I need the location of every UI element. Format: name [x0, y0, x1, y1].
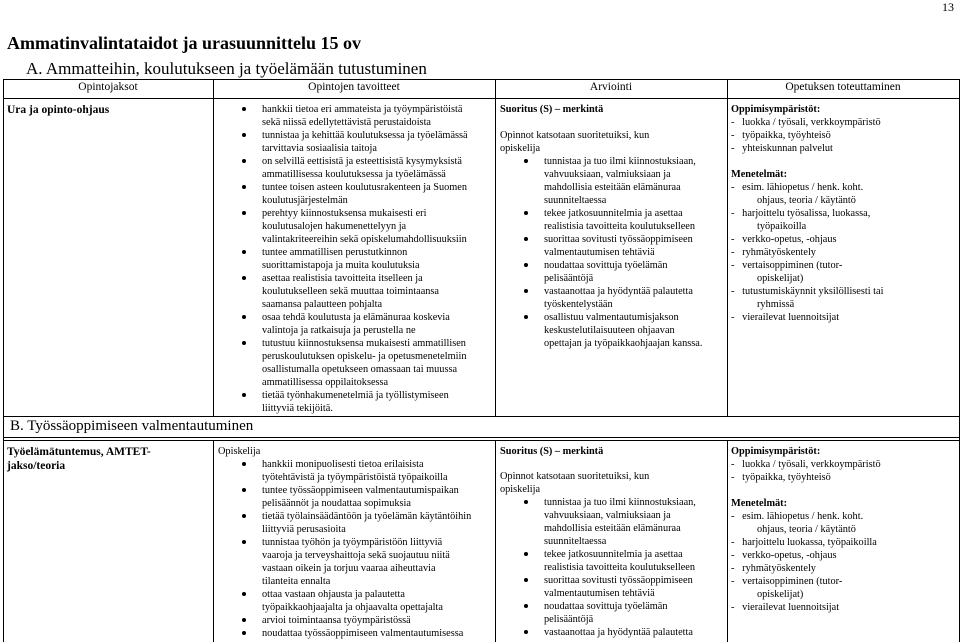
list-item: arvioi toimintaansa työympäristössä: [238, 614, 471, 627]
row2-course-name: Työelämätuntemus, AMTET- jakso/teoria: [7, 446, 151, 472]
list-item: tunnistaa ja tuo ilmi kiinnostuksiaan, vahvuuksiaan, valmiuksiaan ja mahdollisia esteitään elämänuraa suunniteltaessa: [520, 155, 702, 207]
list-item: tunnistaa työhön ja työympäristöön liittyviä vaaroja ja terveyshaittoja sekä suojautuu niitä vastaan oikein ja torjuu vaaraa aiheuttavia tilanteita ennalta: [238, 536, 471, 588]
header-bottom-rule: [3, 98, 960, 99]
header-opintojaksot: Opintojaksot: [78, 81, 138, 93]
list-item: tuntee työssäoppimiseen valmentautumispaikan pelisäännöt ja noudattaa sopimuksia: [238, 484, 471, 510]
row2-goals-list: [238, 458, 471, 640]
header-opetuksen-toteuttaminen: Opetuksen toteuttaminen: [785, 81, 901, 93]
list-item: asettaa realistisia tavoitteita itselleen ja koulutukselleen sekä muuttaa toimintaansa saamansa palautteen pohjalta: [238, 272, 468, 311]
row2-goals-intro: Opiskelija: [218, 446, 261, 457]
list-item: perehtyy kiinnostuksensa mukaisesti eri koulutusalojen hakumenettelyyn ja valintakriteereihin sekä opiskelumahdollisuuksiin: [238, 207, 468, 246]
methods-title: Menetelmät:: [731, 169, 788, 180]
col-divider-1: [213, 79, 214, 416]
row2-eval-list: [520, 496, 696, 639]
document-title: Ammatinvalintataidot ja urasuunnittelu 15 ov: [7, 33, 362, 53]
list-item: on selvillä eettisistä ja esteettisistä kysymyksistä ammatillisessa koulutuksessa ja työelämässä: [238, 155, 468, 181]
list-item: noudattaa työssäoppimiseen valmentautumisessa: [238, 627, 471, 640]
methods-title: Menetelmät:: [731, 498, 788, 509]
section-a-heading: A. Ammatteihin, koulutukseen ja työelämään tutustuminen: [26, 59, 427, 78]
row1-eval-intro: Opinnot katsotaan suoritetuiksi, kun opiskelija: [500, 130, 650, 154]
col-divider-2: [495, 79, 496, 416]
row1-implementation: Oppimisympäristöt: - luokka / työsali, verkkoympäristö - työpaikka, työyhteisö - yhteiskunnan palvelut Menetelmät: - esim. lähiopetus / henk. koht. ohjaus, teoria / käytäntö - harjoittelu työsalissa, luokassa, työpaikoilla - verkko-opetus, -ohjaus - ryhmätyöskentely - vertaisoppiminen (tutor- opiskelijat) - tutustumiskäynnit yksilöllisesti tai ryhmissä - vierailevat luennoitsijat: [731, 104, 884, 323]
list-item: suorittaa sovitusti työssäoppimiseen valmentautumisen tehtäviä: [520, 233, 702, 259]
list-item: tietää työnhakumenetelmiä ja työllistymiseen liittyviä tekijöitä.: [238, 389, 468, 415]
row2-eval-intro: Opinnot katsotaan suoritetuiksi, kun opiskelija: [500, 471, 650, 495]
list-item: osallistuu valmentautumisjakson keskustelutilaisuuteen ohjaavan opettajan ja työpaikkaohjaajan kanssa.: [520, 311, 702, 350]
row2-implementation: Oppimisympäristöt: - luokka / työsali, verkkoympäristö - työpaikka, työyhteisö Menetelmät: - esim. lähiopetus / henk. koht. ohjaus, teoria / käytäntö - harjoittelu luokassa, työpaikoilla - verkko-opetus, -ohjaus - ryhmätyöskentely - vertaisoppiminen (tutor- opiskelijat) - vierailevat luennoitsijat: [731, 446, 881, 613]
list-item: noudattaa sovittuja työelämän pelisääntöjä: [520, 259, 702, 285]
list-item: tunnistaa ja tuo ilmi kiinnostuksiaan, vahvuuksiaan, valmiuksiaan ja mahdollisia esteitään elämänuraa suunniteltaessa: [520, 496, 696, 548]
row1-goals-list: [238, 103, 468, 415]
list-item: tekee jatkosuunnitelmia ja asettaa realistisia tavoitteita koulutukselleen: [520, 207, 702, 233]
list-item: noudattaa sovittuja työelämän pelisääntöjä: [520, 600, 696, 626]
col-divider-1b: [213, 440, 214, 642]
list-item: ottaa vastaan ohjausta ja palautetta työpaikkaohjaajalta ja ohjaavalta opettajalta: [238, 588, 471, 614]
table-top-rule: [3, 79, 960, 80]
header-arviointi: Arviointi: [589, 81, 633, 93]
list-item: suorittaa sovitusti työssäoppimiseen valmentautumisen tehtäviä: [520, 574, 696, 600]
list-item: tekee jatkosuunnitelmia ja asettaa realistisia tavoitteita koulutukselleen: [520, 548, 696, 574]
list-item: hankkii tietoa eri ammateista ja työympäristöistä sekä niissä edellytettävistä perustaidoista: [238, 103, 468, 129]
col-divider-2b: [495, 440, 496, 642]
table-left-border: [3, 79, 4, 642]
col-divider-3: [727, 79, 728, 416]
learning-env-title: Oppimisympäristöt:: [731, 104, 821, 115]
page-number: 13: [942, 0, 954, 14]
col-divider-3b: [727, 440, 728, 642]
list-item: tunnistaa ja kehittää koulutuksessa ja työelämässä tarvittavia sosiaalisia taitoja: [238, 129, 468, 155]
list-item: tutustuu kiinnostuksensa mukaisesti ammatillisen peruskoulutuksen opiskelu- ja opetusmenetelmiin osallistumalla opetukseen omassaan tai muussa ammatillisessa oppilaitoksessa: [238, 337, 468, 389]
list-item: tietää työlainsäädäntöön ja työelämän käytäntöihin liittyviä perusasioita: [238, 510, 471, 536]
row1-eval-list: [520, 155, 702, 350]
row1-eval-title: Suoritus (S) – merkintä: [500, 104, 604, 115]
list-item: tuntee ammatillisen perustutkinnon suorittamistapoja ja muita koulutuksia: [238, 246, 468, 272]
section-b-bottom-rule: [3, 437, 960, 438]
list-item: vastaanottaa ja hyödyntää palautetta työskentelystään: [520, 285, 702, 311]
section-b-heading: B. Työssäoppimiseen valmentautuminen: [10, 418, 254, 434]
header-opintojen-tavoitteet: Opintojen tavoitteet: [308, 81, 400, 93]
list-item: tuntee toisen asteen koulutusrakenteen ja Suomen koulutusjärjestelmän: [238, 181, 468, 207]
row2-top-rule: [3, 440, 960, 441]
learning-env-title: Oppimisympäristöt:: [731, 446, 821, 457]
list-item: osaa tehdä koulutusta ja elämänuraa koskevia valintoja ja ratkaisuja ja perustella ne: [238, 311, 468, 337]
row2-eval-title: Suoritus (S) – merkintä: [500, 446, 604, 457]
list-item: vastaanottaa ja hyödyntää palautetta: [520, 626, 696, 639]
row1-course-name: Ura ja opinto-ohjaus: [7, 104, 110, 116]
section-b-top-rule: [3, 416, 960, 417]
list-item: hankkii monipuolisesti tietoa erilaisista työtehtävistä ja työympäristöistä työpaikoilla: [238, 458, 471, 484]
